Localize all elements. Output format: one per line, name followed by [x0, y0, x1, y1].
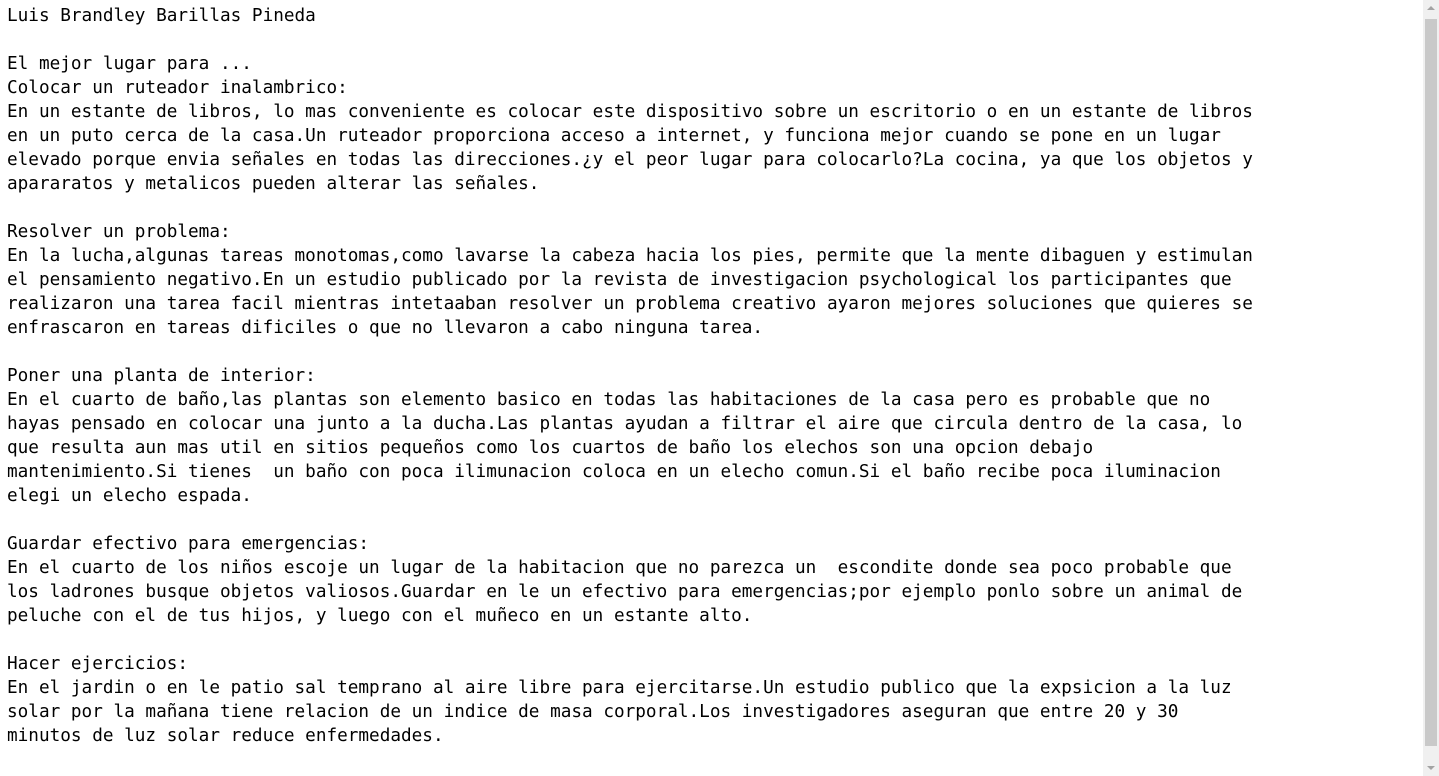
text-line — [7, 28, 1253, 52]
text-line: hayas pensado en colocar una junto a la ducha.Las plantas ayudan a filtrar el aire que circula dentro de la casa, lo — [7, 414, 1243, 434]
document-text[interactable] — [7, 4, 1253, 748]
text-line: Luis Brandley Barillas Pineda — [7, 6, 316, 26]
text-line: En el jardin o en le patio sal temprano al aire libre para ejercitarse.Un estudio publico que la expsicion a la luz — [7, 678, 1232, 698]
text-line — [7, 628, 1253, 652]
text-line: Guardar efectivo para emergencias: — [7, 534, 370, 554]
text-line: Hacer ejercicios: — [7, 654, 189, 674]
text-line: En el cuarto de los niños escoje un lugar de la habitacion que no parezca un escondite donde sea poco probable que — [7, 558, 1232, 578]
text-line: realizaron una tarea facil mientras intetaaban resolver un problema creativo ayaron mejores soluciones que quieres se — [7, 294, 1253, 314]
text-line — [7, 340, 1253, 364]
text-line: En el cuarto de baño,las plantas son elemento basico en todas las habitaciones de la casa pero es probable que no — [7, 390, 1211, 410]
vertical-scrollbar[interactable] — [1423, 0, 1439, 776]
text-line: En un estante de libros, lo mas conveniente es colocar este dispositivo sobre un escritorio o en un estante de libros — [7, 102, 1253, 122]
text-line — [7, 196, 1253, 220]
text-line: minutos de luz solar reduce enfermedades. — [7, 726, 444, 746]
text-line: Resolver un problema: — [7, 222, 231, 242]
text-line: Colocar un ruteador inalambrico: — [7, 78, 348, 98]
text-line: enfrascaron en tareas dificiles o que no llevaron a cabo ninguna tarea. — [7, 318, 764, 338]
text-line: el pensamiento negativo.En un estudio publicado por la revista de investigacion psychological los participantes que — [7, 270, 1232, 290]
scrollbar-thumb[interactable] — [1425, 19, 1437, 746]
text-line: que resulta aun mas util en sitios pequeños como los cuartos de baño los elechos son una opcion debajo — [7, 438, 1094, 458]
text-line: En la lucha,algunas tareas monotomas,como lavarse la cabeza hacia los pies, permite que la mente dibaguen y estimulan — [7, 246, 1253, 266]
scroll-down-arrow-icon[interactable] — [1423, 759, 1439, 776]
text-line: elegi un elecho espada. — [7, 486, 252, 506]
text-line: elevado porque envia señales en todas las direcciones.¿y el peor lugar para colocarlo?La cocina, ya que los objetos y — [7, 150, 1253, 170]
text-line: peluche con el de tus hijos, y luego con el muñeco en un estante alto. — [7, 606, 753, 626]
text-line: los ladrones busque objetos valiosos.Guardar en le un efectivo para emergencias;por ejemplo ponlo sobre un animal de — [7, 582, 1243, 602]
scroll-up-arrow-icon[interactable] — [1423, 0, 1439, 17]
text-line: Poner una planta de interior: — [7, 366, 316, 386]
text-line: apararatos y metalicos pueden alterar las señales. — [7, 174, 540, 194]
text-line: solar por la mañana tiene relacion de un indice de masa corporal.Los investigadores aseguran que entre 20 y 30 — [7, 702, 1179, 722]
text-line: mantenimiento.Si tienes un baño con poca ilimunacion coloca en un elecho comun.Si el baño recibe poca iluminacion — [7, 462, 1221, 482]
text-line — [7, 508, 1253, 532]
text-line: El mejor lugar para ... — [7, 54, 252, 74]
text-line: en un puto cerca de la casa.Un ruteador proporciona acceso a internet, y funciona mejor cuando se pone en un lugar — [7, 126, 1221, 146]
